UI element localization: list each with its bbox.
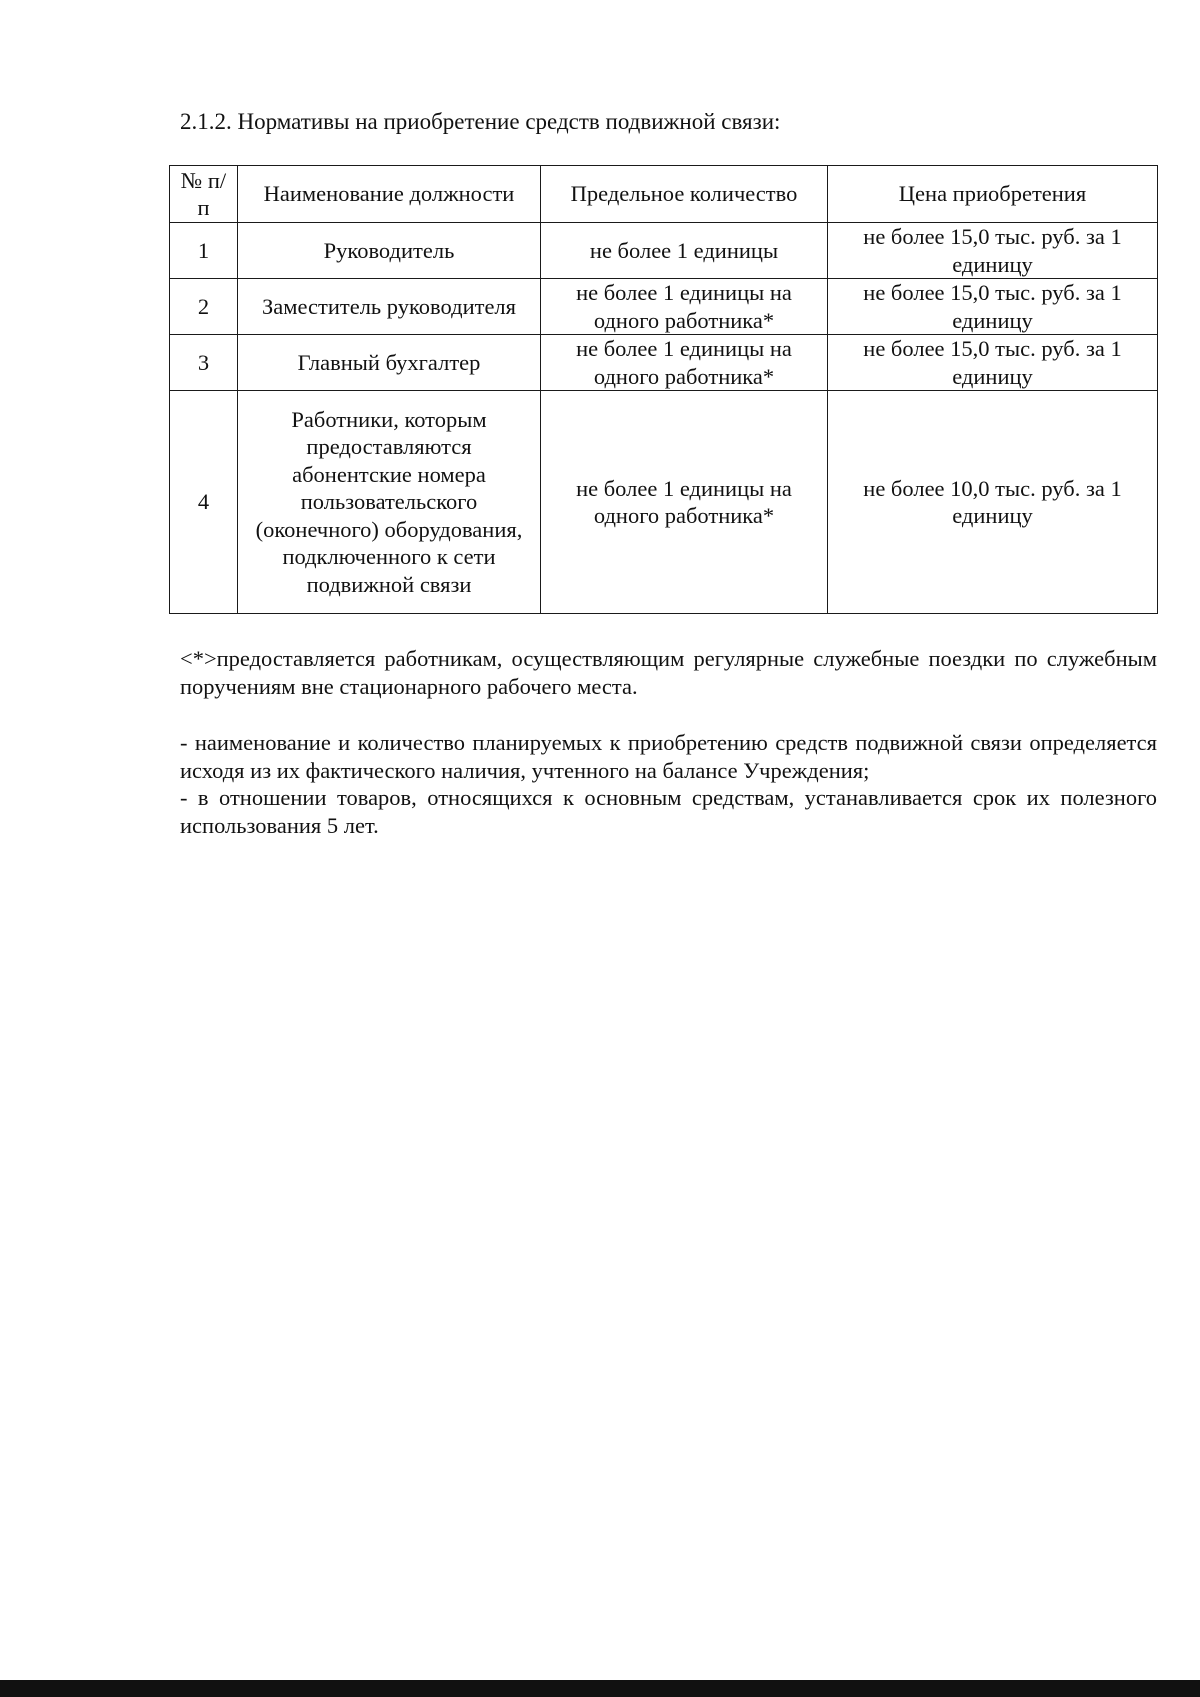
row-position: Заместитель руководителя xyxy=(238,279,541,335)
row-quantity: не более 1 единицы xyxy=(541,223,828,279)
row-price: не более 15,0 тыс. руб. за 1 единицу xyxy=(828,335,1158,391)
row-position: Главный бухгалтер xyxy=(238,335,541,391)
row-quantity: не более 1 единицы на одного работника* xyxy=(541,391,828,614)
header-position: Наименование должности xyxy=(238,166,541,223)
table-row xyxy=(170,335,1158,391)
row-price: не более 10,0 тыс. руб. за 1 единицу xyxy=(828,391,1158,614)
table-row xyxy=(170,223,1158,279)
scan-bottom-edge xyxy=(0,1680,1200,1697)
row-number: 1 xyxy=(170,223,238,279)
row-quantity: не более 1 единицы на одного работника* xyxy=(541,279,828,335)
footnote-text: <*>предоставляется работникам, осуществляющим регулярные служебные поездки по служебным поручениям вне стационарного рабочего места. xyxy=(180,646,1157,699)
row-number: 2 xyxy=(170,279,238,335)
note-balance: - наименование и количество планируемых к приобретению средств подвижной связи определяется исходя из их фактического наличия, учтенного на балансе Учреждения; xyxy=(180,730,1157,783)
norms-table xyxy=(169,165,1158,614)
section-heading: 2.1.2. Нормативы на приобретение средств подвижной связи: xyxy=(180,109,781,134)
row-position: Работники, которым предоставляются абонентские номера пользовательского (оконечного) оборудования, подключенного к сети подвижной связи xyxy=(238,391,541,614)
row-price: не более 15,0 тыс. руб. за 1 единицу xyxy=(828,223,1158,279)
header-quantity: Предельное количество xyxy=(541,166,828,223)
row-number: 4 xyxy=(170,391,238,614)
table-row xyxy=(170,391,1158,614)
table-row xyxy=(170,279,1158,335)
row-quantity: не более 1 единицы на одного работника* xyxy=(541,335,828,391)
table-header-row xyxy=(170,166,1158,223)
row-position: Руководитель xyxy=(238,223,541,279)
row-number: 3 xyxy=(170,335,238,391)
header-price: Цена приобретения xyxy=(828,166,1158,223)
header-number: № п/п xyxy=(170,166,238,223)
row-price: не более 15,0 тыс. руб. за 1 единицу xyxy=(828,279,1158,335)
note-useful-life: - в отношении товаров, относящихся к основным средствам, устанавливается срок их полезного использования 5 лет. xyxy=(180,785,1157,838)
